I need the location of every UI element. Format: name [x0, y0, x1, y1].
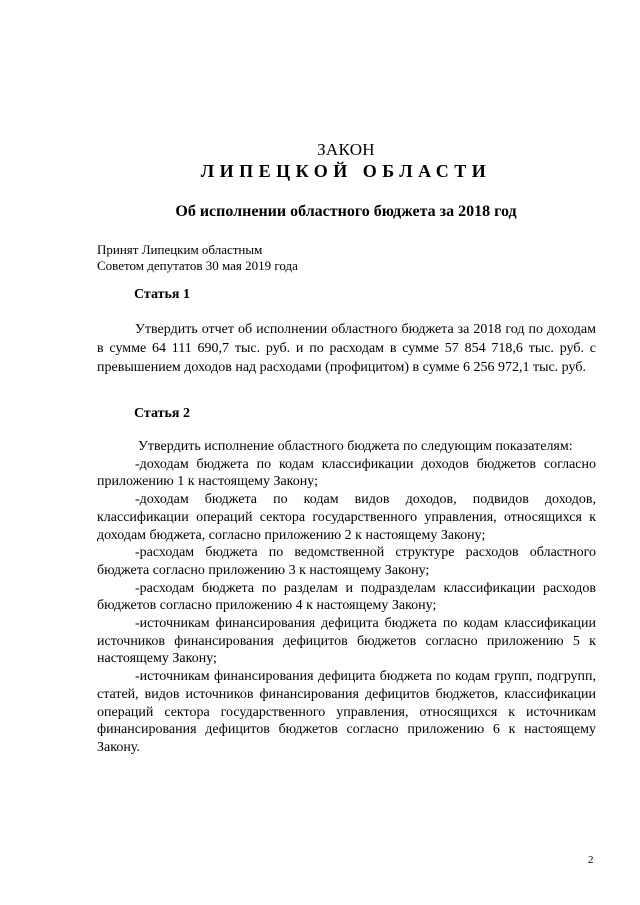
law-heading: ЗАКОН: [317, 140, 375, 159]
article-2-item-3: -расходам бюджета по ведомственной структуре расходов областного бюджета согласно приложению 3 к настоящему Закону;: [97, 545, 596, 578]
article-2-item-5: -источникам финансирования дефицита бюджета по кодам классификации источников финансирования дефицитов бюджетов согласно приложению 5 к настоящему Закону;: [97, 616, 596, 667]
adoption-line-2: Советом депутатов 30 мая 2019 года: [97, 258, 298, 273]
article-2-item-6: -источникам финансирования дефицита бюджета по кодам групп, подгрупп, статей, видов источников финансирования дефицитов бюджетов, классификации операций сектора государственного управления, относящихся к источникам финансирования дефицитов бюджетов согласно приложению 6 к настоящему Закону.: [97, 669, 596, 755]
article-2-heading: Статья 2: [134, 406, 190, 421]
page-number: 2: [588, 854, 594, 866]
article-2-intro: Утвердить исполнение областного бюджета по следующим показателям:: [138, 439, 573, 454]
article-2-body: [97, 438, 596, 757]
region-heading: ЛИПЕЦКОЙ ОБЛАСТИ: [200, 161, 492, 181]
adoption-note: [97, 242, 497, 274]
law-title: Об исполнении областного бюджета за 2018 год: [175, 203, 517, 220]
article-2-item-2: -доходам бюджета по кодам видов доходов, подвидов доходов, классификации операций сектора государственного управления, относящихся к доходам бюджета, согласно приложению 2 к настоящему Закону;: [97, 492, 596, 543]
article-2-item-1: -доходам бюджета по кодам классификации доходов бюджетов согласно приложению 1 к настоящему Закону;: [97, 456, 596, 490]
article-2-item-4: -расходам бюджета по разделам и подразделам классификации расходов бюджетов согласно приложению 4 к настоящему Закону;: [97, 580, 596, 614]
article-1-paragraph: Утвердить отчет об исполнении областного бюджета за 2018 год по доходам в сумме 64 111 690,7 тыс. руб. и по расходам в сумме 57 854 718,6 тыс. руб. с превышением доходов над расходами (профицитом) в сумме 6 256 972,1 тыс. руб.: [97, 322, 596, 375]
article-1-heading: Статья 1: [134, 287, 190, 302]
article-1-body: [97, 320, 596, 377]
adoption-line-1: Принят Липецким областным: [97, 242, 263, 257]
